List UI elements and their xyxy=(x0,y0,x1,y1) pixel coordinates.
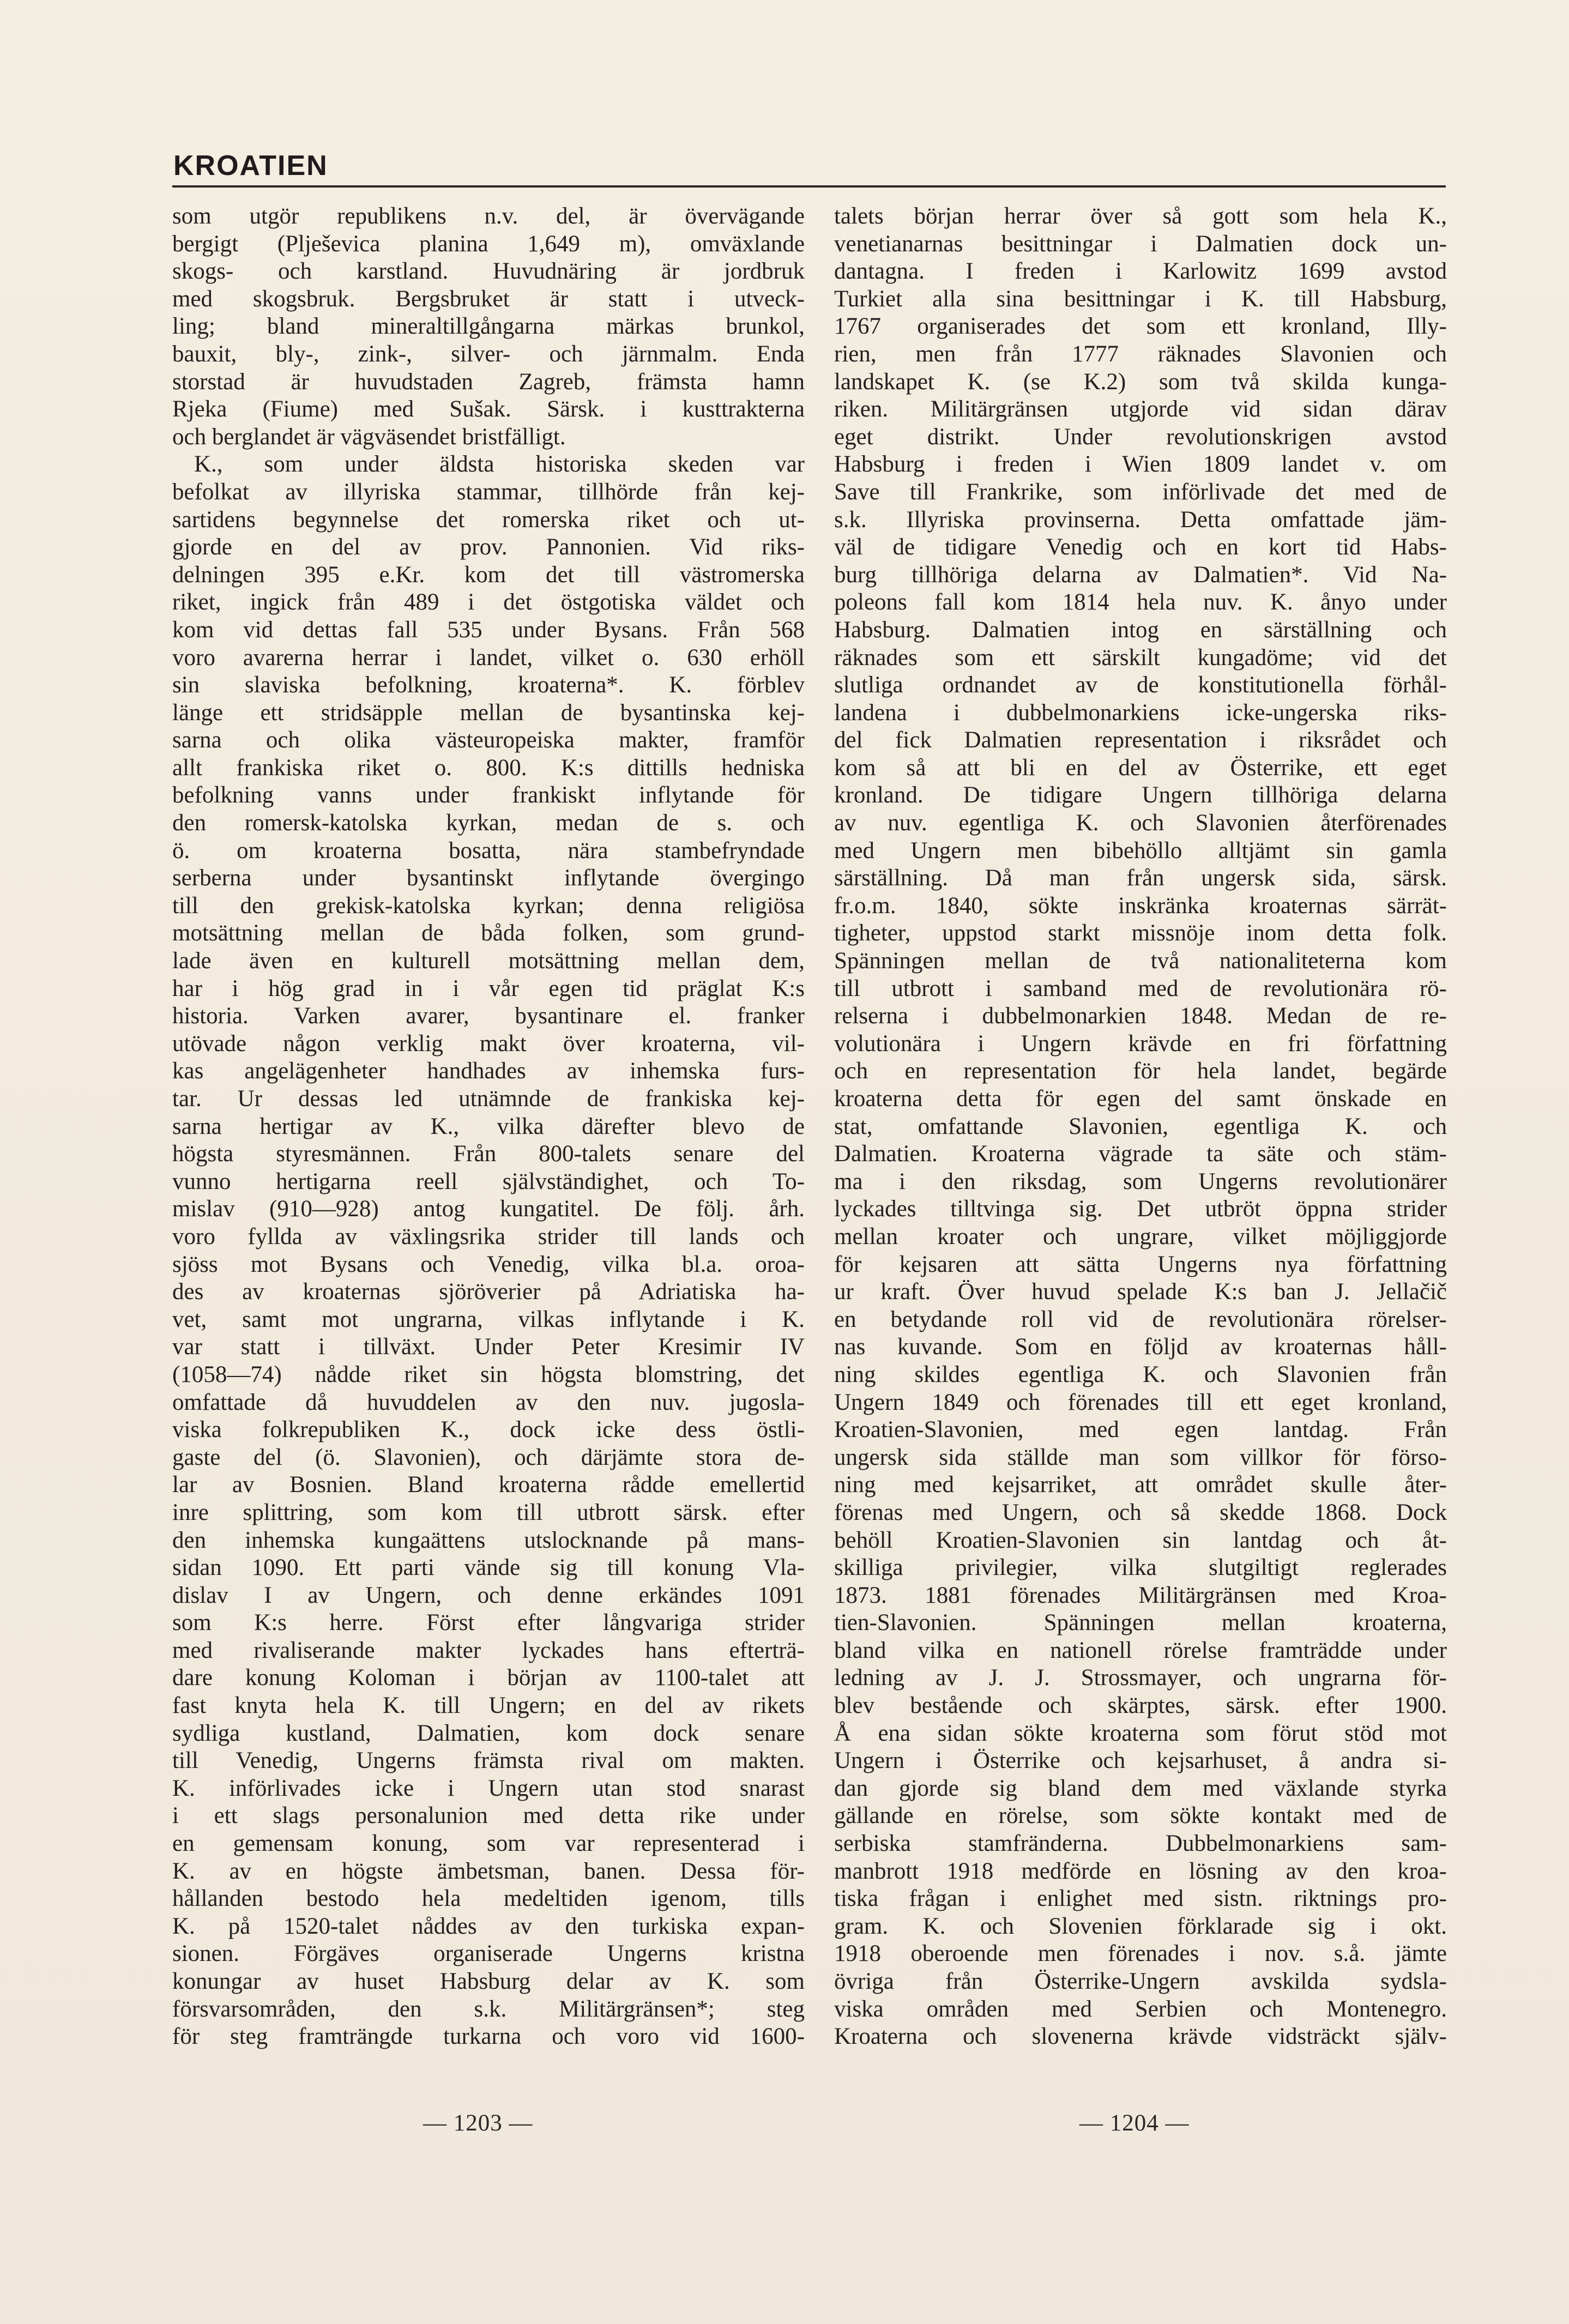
text-line: med rivaliserande makter lyckades hans efterträ- xyxy=(172,1637,805,1663)
text-line: sydliga kustland, Dalmatien, kom dock senare xyxy=(172,1720,805,1746)
text-line: nas kuvande. Som en följd av kroaternas håll- xyxy=(834,1334,1447,1360)
text-line: rien, men från 1777 räknades Slavonien och xyxy=(834,341,1447,367)
text-line: relserna i dubbelmonarkien 1848. Medan de re- xyxy=(834,1003,1447,1029)
text-line: dan gjorde sig bland dem med växlande styrka xyxy=(834,1775,1447,1801)
text-line: Kroaterna och slovenerna krävde vidsträckt själv- xyxy=(834,2024,1447,2050)
text-line: som K:s herre. Först efter långvariga strider xyxy=(172,1610,805,1636)
text-line: den inhemska kungaättens utslocknande på mans- xyxy=(172,1527,805,1553)
text-line: till Venedig, Ungerns främsta rival om makten. xyxy=(172,1748,805,1774)
text-line: volutionära i Ungern krävde en fri författning xyxy=(834,1030,1447,1057)
text-line: förenas med Ungern, och så skedde 1868. Dock xyxy=(834,1499,1447,1525)
text-line: Turkiet alla sina besittningar i K. till Habsburg, xyxy=(834,286,1447,312)
text-line: viska folkrepubliken K., dock icke dess östli- xyxy=(172,1417,805,1443)
text-line: del fick Dalmatien representation i riksrådet och xyxy=(834,727,1447,753)
text-line: sjöss mot Bysans och Venedig, vilka bl.a. oroa- xyxy=(172,1251,805,1277)
text-line: slutliga ordnandet av de konstitutionella förhål- xyxy=(834,672,1447,698)
text-line: Habsburg i freden i Wien 1809 landet v. om xyxy=(834,451,1447,478)
text-line: burg tillhöriga delarna av Dalmatien*. Vid Na- xyxy=(834,562,1447,588)
text-line: mellan kroater och ungrare, vilket möjliggjorde xyxy=(834,1223,1447,1249)
text-line: kroaterna detta för egen del samt önskade en xyxy=(834,1086,1447,1112)
text-line: K. införlivades icke i Ungern utan stod snarast xyxy=(172,1775,805,1801)
text-line: storstad är huvudstaden Zagreb, främsta hamn xyxy=(172,369,805,395)
text-line: kom vid dettas fall 535 under Bysans. Från 568 xyxy=(172,617,805,643)
text-line: i ett slags personalunion med detta rike under xyxy=(172,1803,805,1829)
text-line: befolkning vanns under frankiskt inflytande för xyxy=(172,782,805,808)
text-line: Rjeka (Fiume) med Sušak. Särsk. i kusttrakterna xyxy=(172,396,805,422)
text-line: kas angelägenheter handhades av inhemska furs- xyxy=(172,1058,805,1084)
text-line: viska områden med Serbien och Montenegro. xyxy=(834,1996,1447,2022)
text-line: övriga från Österrike-Ungern avskilda sydsla- xyxy=(834,1969,1447,1994)
text-line: kronland. De tidigare Ungern tillhöriga delarna xyxy=(834,782,1447,808)
text-line: ö. om kroaterna bosatta, nära stambefryndade xyxy=(172,837,805,864)
text-line: bland vilka en nationell rörelse framträdde under xyxy=(834,1637,1447,1663)
text-line: sartidens begynnelse det romerska riket och ut- xyxy=(172,506,805,533)
text-line: sionen. Förgäves organiserade Ungerns kristna xyxy=(172,1941,805,1967)
text-line: fr.o.m. 1840, sökte inskränka kroaternas särrät- xyxy=(834,892,1447,919)
text-line: K. på 1520-talet nåddes av den turkiska expan- xyxy=(172,1913,805,1939)
text-line: sarna hertigar av K., vilka därefter blevo de xyxy=(172,1113,805,1139)
text-line: som utgör republikens n.v. del, är övervägande xyxy=(172,203,805,229)
text-line: och berglandet är vägväsendet bristfälligt. xyxy=(172,424,566,450)
text-line: av nuv. egentliga K. och Slavonien återförenades xyxy=(834,810,1447,836)
text-line: med skogsbruk. Bergsbruket är statt i utveck- xyxy=(172,286,805,312)
text-line: utövade någon verklig makt över kroaterna, vil- xyxy=(172,1030,805,1057)
text-line: lyckades tilltvinga sig. Det utbröt öppna strider xyxy=(834,1196,1447,1222)
text-line: serbiska stamfränderna. Dubbelmonarkiens sam- xyxy=(834,1831,1447,1857)
text-line: voro fyllda av växlingsrika strider till lands och xyxy=(172,1223,805,1249)
text-line: till utbrott i samband med de revolutionära rö- xyxy=(834,975,1447,1001)
right-column xyxy=(834,203,1447,2051)
text-line: ur kraft. Över huvud spelade K:s ban J. Jellačič xyxy=(834,1279,1447,1305)
text-line: landskapet K. (se K.2) som två skilda kunga- xyxy=(834,369,1447,395)
text-line: gaste del (ö. Slavonien), och därjämte stora de- xyxy=(172,1444,805,1470)
text-line: ma i den riksdag, som Ungerns revolutionärer xyxy=(834,1168,1447,1194)
text-line: sin slaviska befolkning, kroaterna*. K. förblev xyxy=(172,672,805,698)
page-number-left: — 1203 — xyxy=(423,2110,533,2136)
text-line: för steg framträngde turkarna och voro vid 1600- xyxy=(172,2024,805,2050)
text-line: allt frankiska riket o. 800. K:s dittills hedniska xyxy=(172,754,805,781)
text-line: behöll Kroatien-Slavonien sin lantdag och åt- xyxy=(834,1527,1447,1553)
text-line: venetianarnas besittningar i Dalmatien dock un- xyxy=(834,231,1447,257)
text-line: Å ena sidan sökte kroaterna som förut stöd mot xyxy=(834,1720,1447,1746)
text-line: bergigt (Plješevica planina 1,649 m), omväxlande xyxy=(172,231,805,257)
text-line: dare konung Koloman i början av 1100-talet att xyxy=(172,1665,805,1691)
text-line: lade även en kulturell motsättning mellan dem, xyxy=(172,948,805,974)
text-line: har i hög grad in i vår egen tid präglat K:s xyxy=(172,975,805,1001)
text-line: Spänningen mellan de två nationaliteterna kom xyxy=(834,948,1447,974)
header-rule xyxy=(172,185,1446,188)
text-line: gjorde en del av prov. Pannonien. Vid riks- xyxy=(172,534,805,560)
left-column xyxy=(172,203,805,2051)
text-line: mislav (910—928) antog kungatitel. De följ. årh. xyxy=(172,1196,805,1222)
text-line: voro avarerna herrar i landet, vilket o. 630 erhöll xyxy=(172,644,805,671)
text-line: 1873. 1881 förenades Militärgränsen med Kroa- xyxy=(834,1582,1447,1608)
text-line: s.k. Illyriska provinserna. Detta omfattade jäm- xyxy=(834,506,1447,533)
text-line: och en representation för hela landet, begärde xyxy=(834,1058,1447,1084)
text-line: 1918 oberoende men förenades i nov. s.å. jämte xyxy=(834,1941,1447,1967)
text-line: 1767 organiserades det som ett kronland, Illy- xyxy=(834,313,1447,340)
text-line: Save till Frankrike, som införlivade det med de xyxy=(834,479,1447,505)
text-line: försvarsområden, den s.k. Militärgränsen*; steg xyxy=(172,1996,805,2022)
text-line: gällande en rörelse, som sökte kontakt med de xyxy=(834,1803,1447,1829)
text-line: befolkat av illyriska stammar, tillhörde från kej- xyxy=(172,479,805,505)
text-line: serberna under bysantinskt inflytande övergingo xyxy=(172,865,805,891)
text-line: ning med kejsarriket, att området skulle åter- xyxy=(834,1472,1447,1498)
text-line: dantagna. I freden i Karlowitz 1699 avstod xyxy=(834,258,1447,285)
text-line: dislav I av Ungern, och denne erkändes 1091 xyxy=(172,1582,805,1608)
text-line: skilliga privilegier, vilka slutgiltigt reglerades xyxy=(834,1555,1447,1581)
text-line: motsättning mellan de båda folken, som grund- xyxy=(172,920,805,946)
text-line: gram. K. och Slovenien förklarade sig i okt. xyxy=(834,1913,1447,1939)
text-line: en betydande roll vid de revolutionära rörelser- xyxy=(834,1306,1447,1332)
text-line: skogs- och karstland. Huvudnäring är jordbruk xyxy=(172,258,805,285)
text-line: särställning. Då man från ungersk sida, särsk. xyxy=(834,865,1447,891)
text-line: var statt i tillväxt. Under Peter Kresimir IV xyxy=(172,1334,805,1360)
text-line: länge ett stridsäpple mellan de bysantinska kej- xyxy=(172,699,805,726)
text-line: för kejsaren att sätta Ungerns nya författning xyxy=(834,1251,1447,1277)
text-line: sarna och olika västeuropeiska makter, framför xyxy=(172,727,805,753)
text-line: omfattade då huvuddelen av den nuv. jugosla- xyxy=(172,1389,805,1415)
text-line: inre splittring, som kom till utbrott särsk. efter xyxy=(172,1499,805,1525)
text-line: blev bestående och skärptes, särsk. efter 1900. xyxy=(834,1693,1447,1719)
text-line: tien-Slavonien. Spänningen mellan kroaterna, xyxy=(834,1610,1447,1636)
text-line: Habsburg. Dalmatien intog en särställning och xyxy=(834,617,1447,643)
text-line: till den grekisk-katolska kyrkan; denna religiösa xyxy=(172,892,805,919)
text-line: sidan 1090. Ett parti vände sig till konung Vla- xyxy=(172,1555,805,1581)
text-line: manbrott 1918 medförde en lösning av den kroa- xyxy=(834,1858,1447,1884)
text-line: delningen 395 e.Kr. kom det till västromerska xyxy=(172,562,805,588)
text-line: räknades som ett särskilt kungadöme; vid det xyxy=(834,644,1447,671)
text-line: ning skildes egentliga K. och Slavonien från xyxy=(834,1361,1447,1387)
text-line: (1058—74) nådde riket sin högsta blomstring, det xyxy=(172,1361,805,1387)
text-line: högsta styresmännen. Från 800-talets senare del xyxy=(172,1141,805,1167)
text-line: riket, ingick från 489 i det östgotiska väldet och xyxy=(172,589,805,615)
text-line: ling; bland mineraltillgångarna märkas brunkol, xyxy=(172,313,805,340)
text-line: eget distrikt. Under revolutionskrigen avstod xyxy=(834,424,1447,450)
text-line: K. av en högste ämbetsman, banen. Dessa för- xyxy=(172,1858,805,1884)
text-line: tigheter, uppstod starkt missnöje inom detta folk. xyxy=(834,920,1447,946)
text-line: Ungern 1849 och förenades till ett eget kronland, xyxy=(834,1389,1447,1415)
text-line: med Ungern men bibehöllo alltjämt sin gamla xyxy=(834,837,1447,864)
text-line: historia. Varken avarer, bysantinare el. franker xyxy=(172,1003,805,1029)
text-line: talets början herrar över så gott som hela K., xyxy=(834,203,1447,229)
text-line: fast knyta hela K. till Ungern; en del av rikets xyxy=(172,1693,805,1719)
text-line: hållanden bestodo hela medeltiden igenom, tills xyxy=(172,1886,805,1912)
text-line: tar. Ur dessas led utnämnde de frankiska kej- xyxy=(172,1086,805,1112)
text-line: riken. Militärgränsen utgjorde vid sidan därav xyxy=(834,396,1447,422)
text-line: en gemensam konung, som var representerad i xyxy=(172,1831,805,1857)
text-line: poleons fall kom 1814 hela nuv. K. ånyo under xyxy=(834,589,1447,615)
text-line: stat, omfattande Slavonien, egentliga K. och xyxy=(834,1113,1447,1139)
text-line: ledning av J. J. Strossmayer, och ungrarna för- xyxy=(834,1665,1447,1691)
text-line: landena i dubbelmonarkiens icke-ungerska riks- xyxy=(834,699,1447,726)
text-line: bauxit, bly-, zink-, silver- och järnmalm. Enda xyxy=(172,341,805,367)
text-line: Ungern i Österrike och kejsarhuset, å andra si- xyxy=(834,1748,1447,1774)
text-line: vet, samt mot ungrarna, vilkas inflytande i K. xyxy=(172,1306,805,1332)
text-line: vunno hertigarna reell självständighet, och To- xyxy=(172,1168,805,1194)
text-line: Dalmatien. Kroaterna vägrade ta säte och stäm- xyxy=(834,1141,1447,1167)
text-line: Kroatien-Slavonien, med egen lantdag. Från xyxy=(834,1417,1447,1443)
text-line: ungersk sida ställde man som villkor för förso- xyxy=(834,1444,1447,1470)
text-line: tiska frågan i enlighet med sistn. riktnings pro- xyxy=(834,1886,1447,1912)
text-line: konungar av huset Habsburg delar av K. som xyxy=(172,1969,805,1994)
running-head-title: KROATIEN xyxy=(173,150,328,182)
text-line: väl de tidigare Venedig och en kort tid Habs- xyxy=(834,534,1447,560)
text-line: kom så att bli en del av Österrike, ett eget xyxy=(834,754,1447,781)
page-number-right: — 1204 — xyxy=(1079,2110,1190,2136)
text-line: lar av Bosnien. Bland kroaterna rådde emellertid xyxy=(172,1472,805,1498)
text-line: des av kroaternas sjöröverier på Adriatiska ha- xyxy=(172,1279,805,1305)
text-line: den romersk-katolska kyrkan, medan de s. och xyxy=(172,810,805,836)
text-line: K., som under äldsta historiska skeden var xyxy=(194,451,805,478)
